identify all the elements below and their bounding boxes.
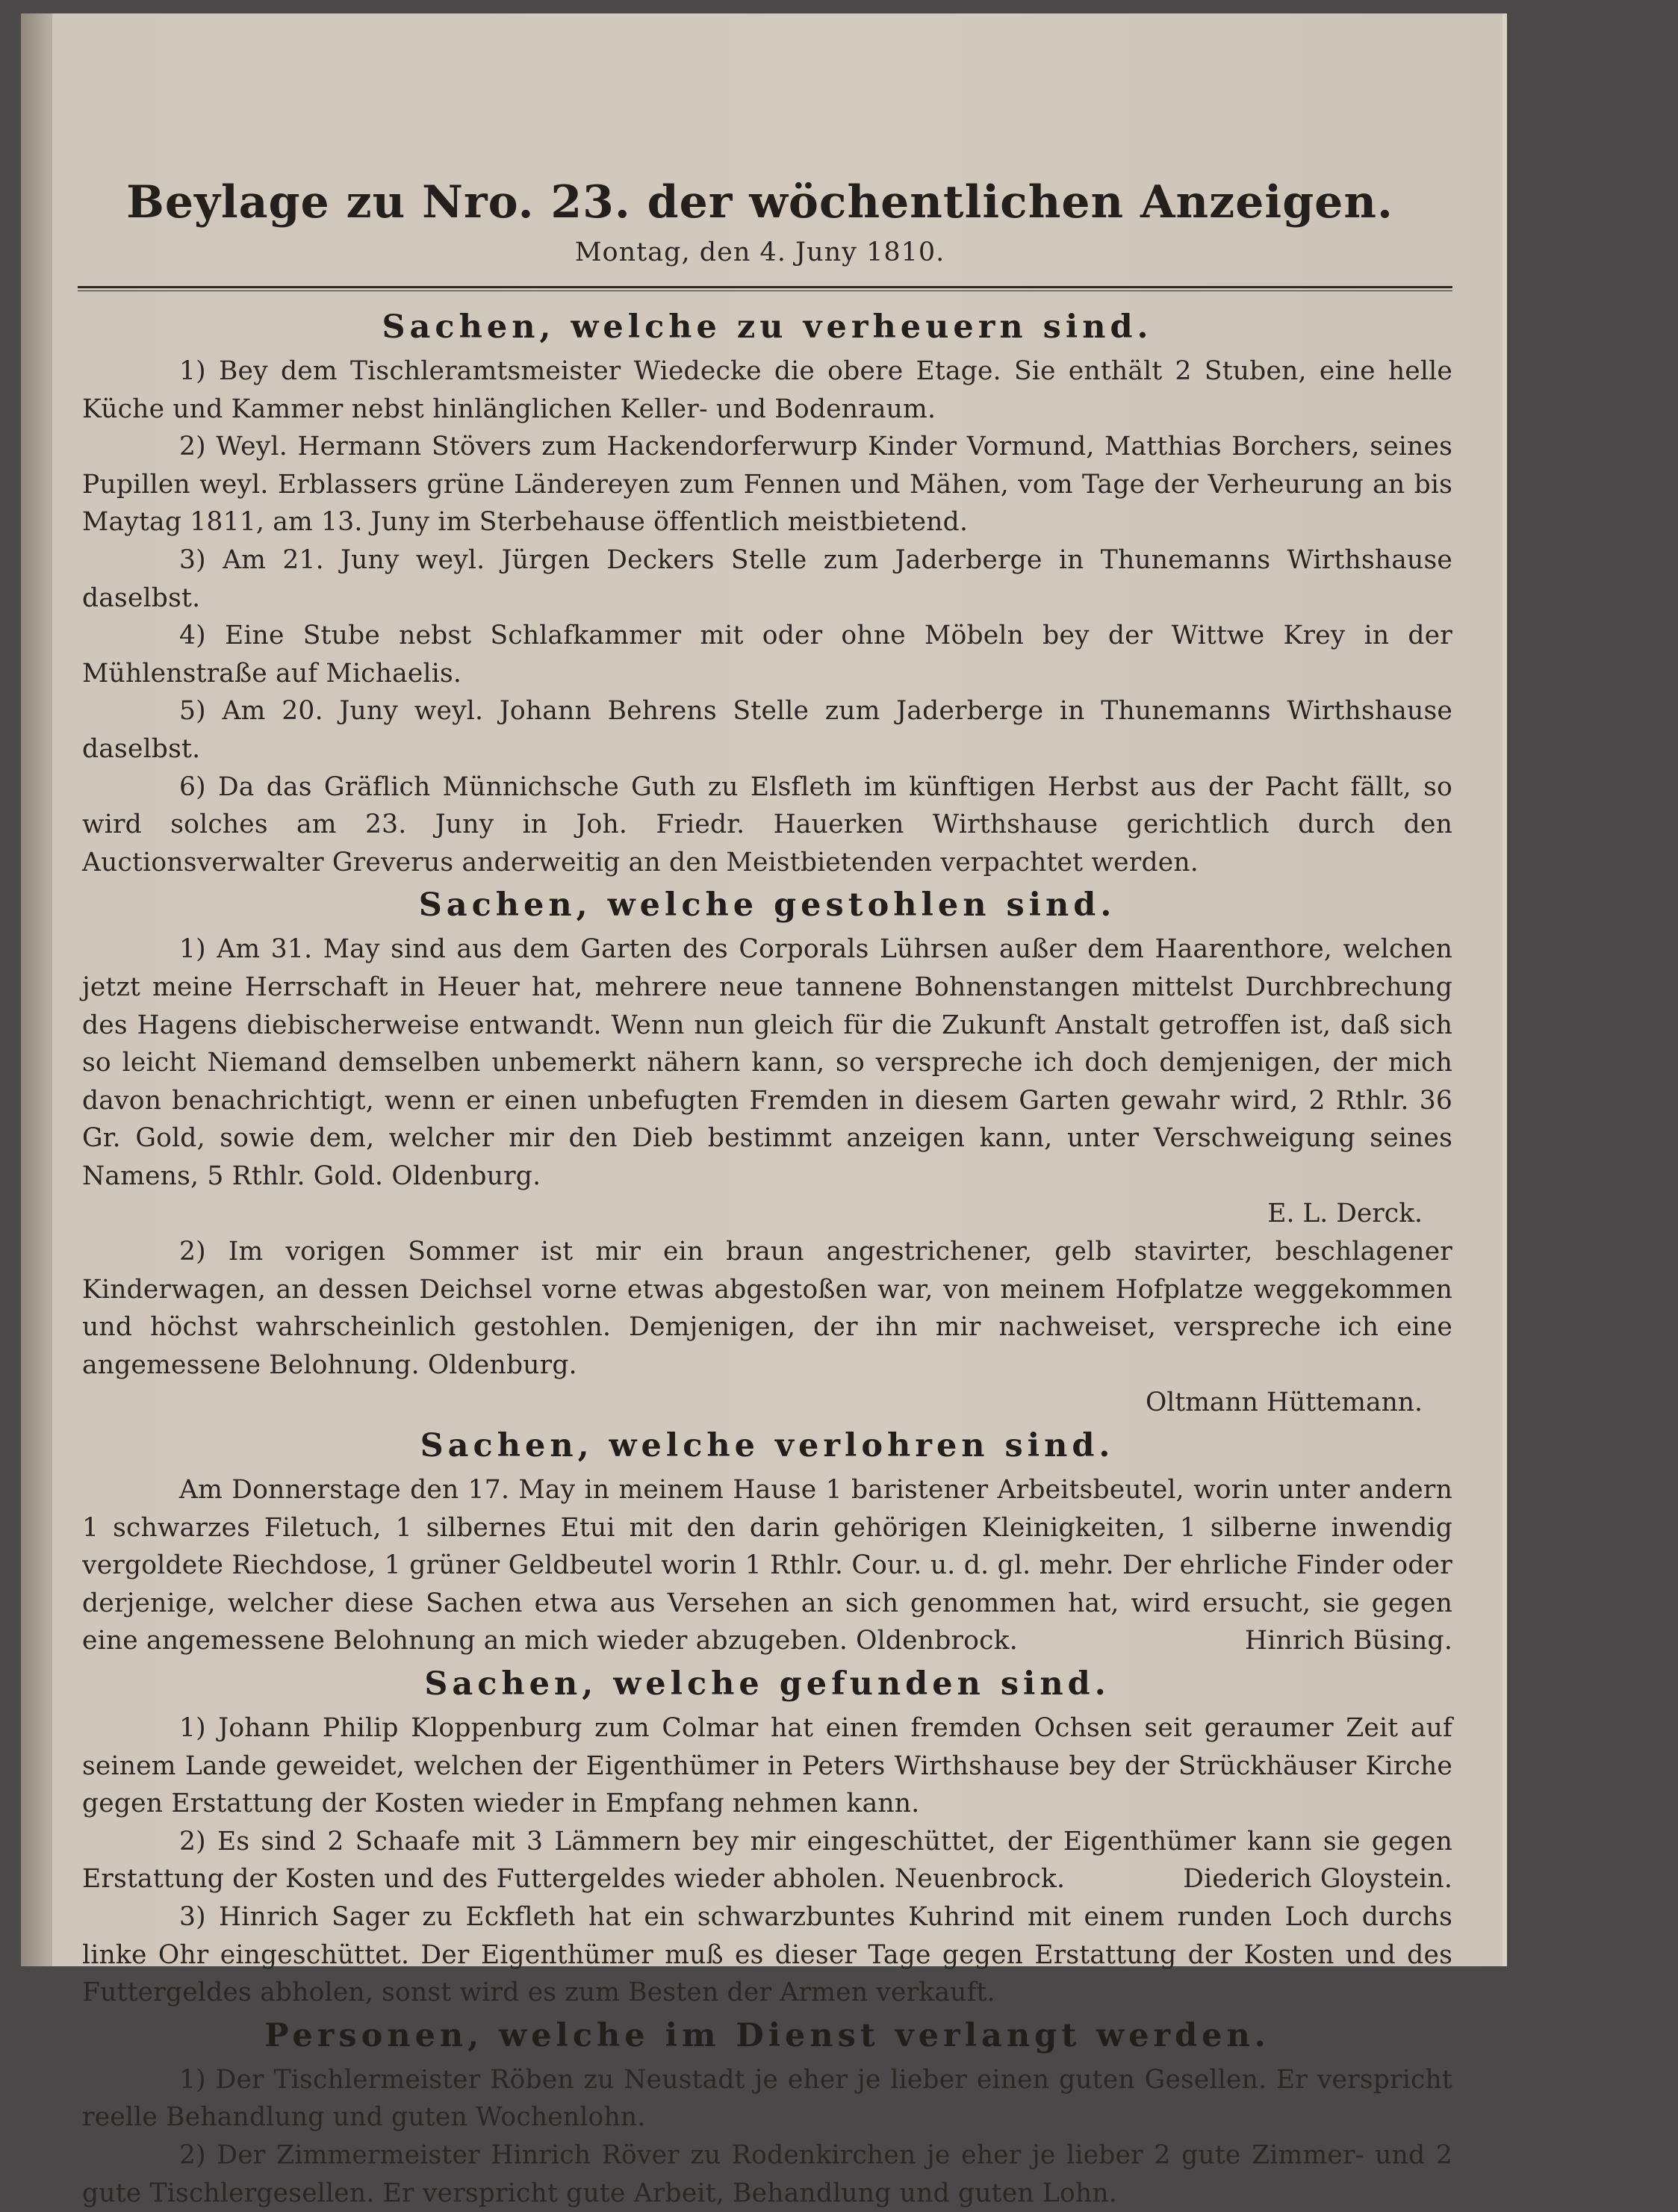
notice-entry xyxy=(82,1471,1452,1660)
dateline: Montag, den 4. Juny 1810. xyxy=(574,237,945,267)
notice-entry: 3) Am 21. Juny weyl. Jürgen Deckers Stelle zum Jaderberge in Thunemanns Wirthshause daselbst. xyxy=(82,544,1452,613)
notice-entry: 2) Weyl. Hermann Stövers zum Hackendorferwurp Kinder Vormund, Matthias Borchers, seines Pupillen weyl. Erblassers grüne Ländereyen zum Fennen und Mähen, vom Tage der Verheurung an bis Maytag 1811, am 13. Juny im Sterbehause öffentlich meistbietend. xyxy=(82,432,1452,538)
notice-text: 2) Es sind 2 Schaafe mit 3 Lämmern bey mir eingeschüttet, der Eigenthümer kann sie gegen Erstattung der Kosten und des Futtergeldes wieder abholen. Neuenbrock. xyxy=(82,1826,1452,1895)
notice-entry: 3) Hinrich Sager zu Eckfleth hat ein schwarzbuntes Kuhrind mit einem runden Loch durchs linke Ohr eingeschüttet. Der Eigenthümer muß es dieser Tage gegen Erstattung der Kosten und des Futtergeldes abholen, sonst wird es zum Besten der Armen verkauft. xyxy=(82,1901,1452,2008)
signature: Diederich Gloystein. xyxy=(1183,1864,1452,1895)
notice-entry: 6) Da das Gräflich Münnichsche Guth zu Elsfleth im künftigen Herbst aus der Pacht fällt, so wird solches am 23. Juny in Joh. Friedr. Hauerken Wirthshause gerichtlich durch den Auctionsverwalter Greverus anderweitig an den Meistbietenden verpachtet werden. xyxy=(82,771,1452,877)
section-heading: Personen, welche im Dienst verlangt werden. xyxy=(264,2016,1270,2054)
notice-entry: 1) Johann Philip Kloppenburg zum Colmar hat einen fremden Ochsen seit geraumer Zeit auf seinem Lande geweidet, welchen der Eigenthümer in Peters Wirthshause bey der Strückhäuser Kirche gegen Erstattung der Kosten wieder in Empfang nehmen kann. xyxy=(82,1713,1452,1819)
page-content xyxy=(82,174,1452,2212)
section-heading: Sachen, welche verlohren sind. xyxy=(420,1427,1115,1465)
section-heading: Sachen, welche gestohlen sind. xyxy=(418,886,1116,925)
page-title: Beylage zu Nro. 23. der wöchentlichen Anzeigen. xyxy=(126,176,1393,229)
notice-text: Am Donnerstage den 17. May in meinem Hause 1 baristener Arbeitsbeutel, worin unter andern 1 schwarzes Filetuch, 1 silbernes Etui mit den darin gehörigen Kleinigkeiten, 1 silberne inwendig vergoldete Riechdose, 1 grüner Geldbeutel worin 1 Rthlr. Cour. u. d. gl. mehr. Der ehrliche Finder oder derjenige, welcher diese Sachen etwa aus Versehen an sich genommen hat, wird ersucht, sie gegen eine angemessene Belohnung an mich wieder abzugeben. Oldenbrock. xyxy=(82,1475,1452,1656)
notice-entry: 2) Der Zimmermeister Hinrich Röver zu Rodenkirchen je eher je lieber 2 gute Zimmer- und 2 gute Tischlergesellen. Er verspricht gute Arbeit, Behandlung und guten Lohn. xyxy=(82,2140,1452,2208)
notice-entry: 4) Eine Stube nebst Schlafkammer mit oder ohne Möbeln bey der Wittwe Krey in der Mühlenstraße auf Michaelis. xyxy=(82,621,1452,689)
notice-entry xyxy=(82,1823,1452,1898)
notice-entry: 5) Am 20. Juny weyl. Johann Behrens Stelle zum Jaderberge in Thunemanns Wirthshause daselbst. xyxy=(82,696,1452,764)
newspaper-page xyxy=(21,13,1507,2208)
notice-entry: 2) Im vorigen Sommer ist mir ein braun angestrichener, gelb stavirter, beschlagener Kinderwagen, an dessen Deichsel vorne etwas abgestoßen war, von meinem Hofplatze weggekommen und höchst wahrscheinlich gestohlen. Demjenigen, der ihn mir nachweiset, verspreche ich eine angemessene Belohnung. Oldenburg. xyxy=(82,1237,1452,1380)
notice-entry: 1) Am 31. May sind aus dem Garten des Corporals Lührsen außer dem Haarenthore, welchen jetzt meine Herrschaft in Heuer hat, mehrere neue tannene Bohnenstangen mittelst Durchbrechung des Hagens diebischerweise entwandt. Wenn nun gleich für die Zukunft Anstalt getroffen ist, daß sich so leicht Niemand demselben unbemerkt nähern kann, so verspreche ich doch demjenigen, der mich davon benachrichtigt, wenn er einen unbefugten Fremden in diesem Garten gewahr wird, 2 Rthlr. 36 Gr. Gold, sowie dem, welcher mir den Dieb bestimmt anzeigen kann, unter Verschweigung seines Namens, 5 Rthlr. Gold. Oldenburg. xyxy=(82,934,1452,1191)
signature: Hinrich Büsing. xyxy=(1245,1626,1452,1656)
section-heading: Sachen, welche gefunden sind. xyxy=(424,1665,1110,1703)
signature: E. L. Derck. xyxy=(1267,1199,1423,1229)
signature: Oltmann Hüttemann. xyxy=(1145,1388,1423,1418)
binding-gutter xyxy=(21,13,52,1966)
header-rule xyxy=(78,286,1452,291)
notice-entry: 1) Der Tischlermeister Röben zu Neustadt je eher je lieber einen guten Gesellen. Er verspricht reelle Behandlung und guten Wochenlohn. xyxy=(82,2064,1452,2133)
notice-entry: 1) Bey dem Tischleramtsmeister Wiedecke die obere Etage. Sie enthält 2 Stuben, eine helle Küche und Kammer nebst hinlänglichen Keller- und Bodenraum. xyxy=(82,356,1452,424)
section-heading: Sachen, welche zu verheuern sind. xyxy=(382,308,1153,346)
